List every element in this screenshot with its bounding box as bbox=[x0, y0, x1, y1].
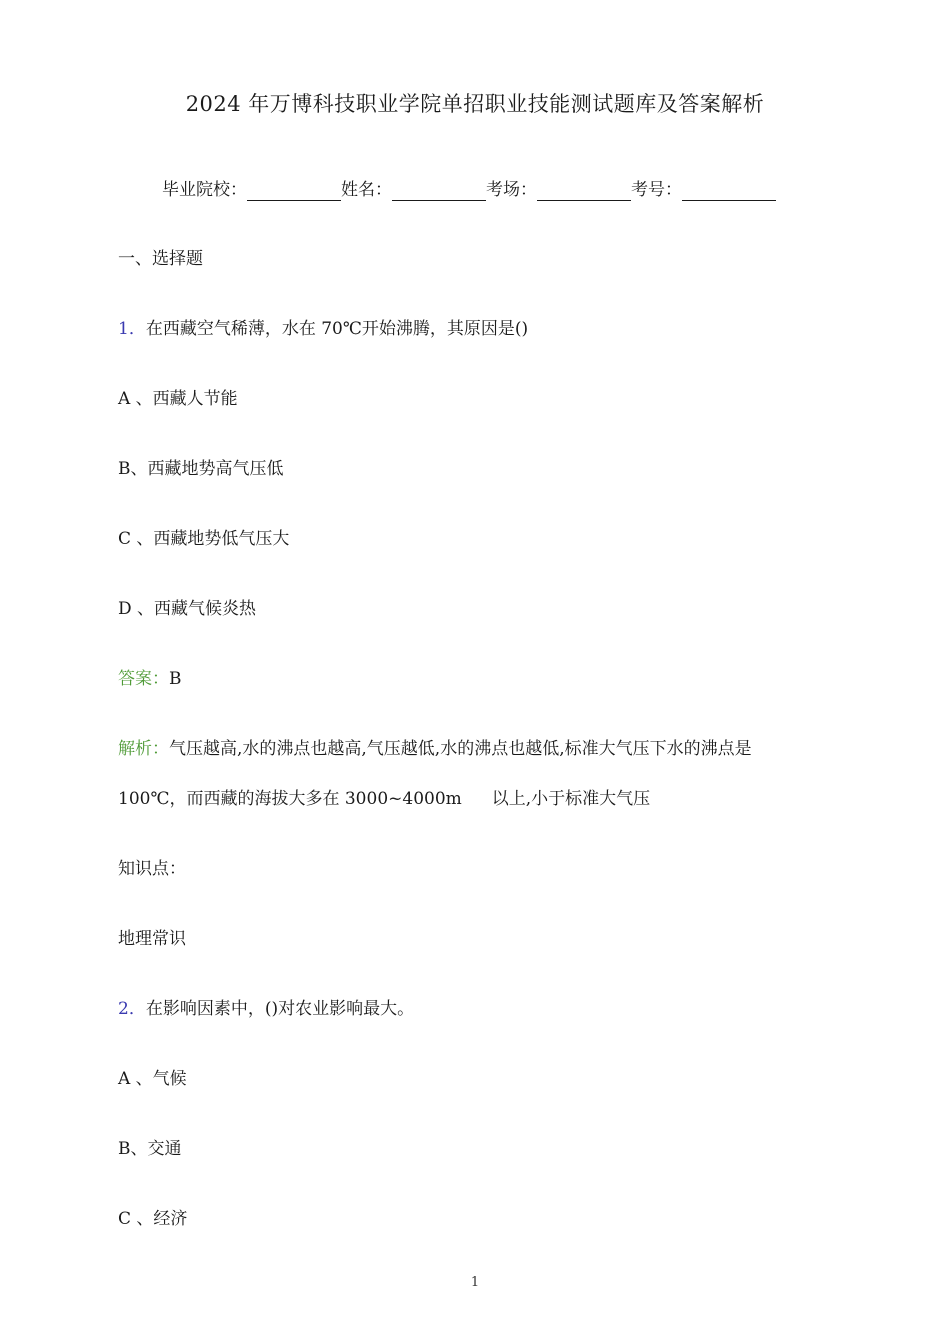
exam-room-label: 考场： bbox=[486, 180, 537, 200]
analysis-text-part-a: 100℃，而西藏的海拔大多在 3000~4000m bbox=[118, 789, 462, 809]
question-number: 1． bbox=[118, 319, 146, 339]
question-1 bbox=[118, 318, 528, 340]
exam-no-blank bbox=[682, 182, 776, 201]
question-text: 在西藏空气稀薄，水在 70℃开始沸腾，其原因是() bbox=[145, 319, 529, 339]
q2-option-b: B、交通 bbox=[118, 1139, 182, 1159]
analysis-text: 气压越高,水的沸点也越高,气压越低,水的沸点也越低,标准大气压下水的沸点是 bbox=[169, 739, 752, 759]
q1-option-a: A 、西藏人节能 bbox=[118, 389, 238, 409]
question-text: 在影响因素中，()对农业影响最大。 bbox=[145, 999, 415, 1019]
analysis-label: 解析： bbox=[118, 739, 169, 759]
name-label: 姓名： bbox=[341, 180, 392, 200]
school-blank bbox=[247, 182, 341, 201]
section-title: 一、选择题 bbox=[118, 249, 203, 269]
q1-knowledge-value: 地理常识 bbox=[118, 929, 186, 949]
q2-option-c: C 、经济 bbox=[118, 1209, 188, 1229]
exam-info-row bbox=[162, 179, 776, 201]
q1-option-b: B、西藏地势高气压低 bbox=[118, 459, 284, 479]
page-number: 1 bbox=[470, 1275, 480, 1290]
question-2 bbox=[118, 998, 414, 1020]
exam-no-label: 考号： bbox=[631, 180, 682, 200]
q2-option-a: A 、气候 bbox=[118, 1069, 187, 1089]
q1-knowledge-label: 知识点： bbox=[118, 859, 186, 879]
q1-analysis-line-1 bbox=[118, 738, 752, 760]
exam-room-blank bbox=[537, 182, 631, 201]
answer-value: B bbox=[169, 669, 182, 689]
name-blank bbox=[392, 182, 486, 201]
school-label: 毕业院校： bbox=[162, 180, 247, 200]
q1-analysis-line-2 bbox=[118, 788, 650, 810]
q1-option-c: C 、西藏地势低气压大 bbox=[118, 529, 290, 549]
analysis-text-part-b: 以上,小于标准大气压 bbox=[491, 789, 651, 809]
question-number: 2． bbox=[118, 999, 146, 1019]
answer-label: 答案： bbox=[118, 669, 169, 689]
q1-option-d: D 、西藏气候炎热 bbox=[118, 599, 257, 619]
document-title: 2024 年万博科技职业学院单招职业技能测试题库及答案解析 bbox=[185, 92, 765, 116]
q1-answer bbox=[118, 668, 182, 690]
